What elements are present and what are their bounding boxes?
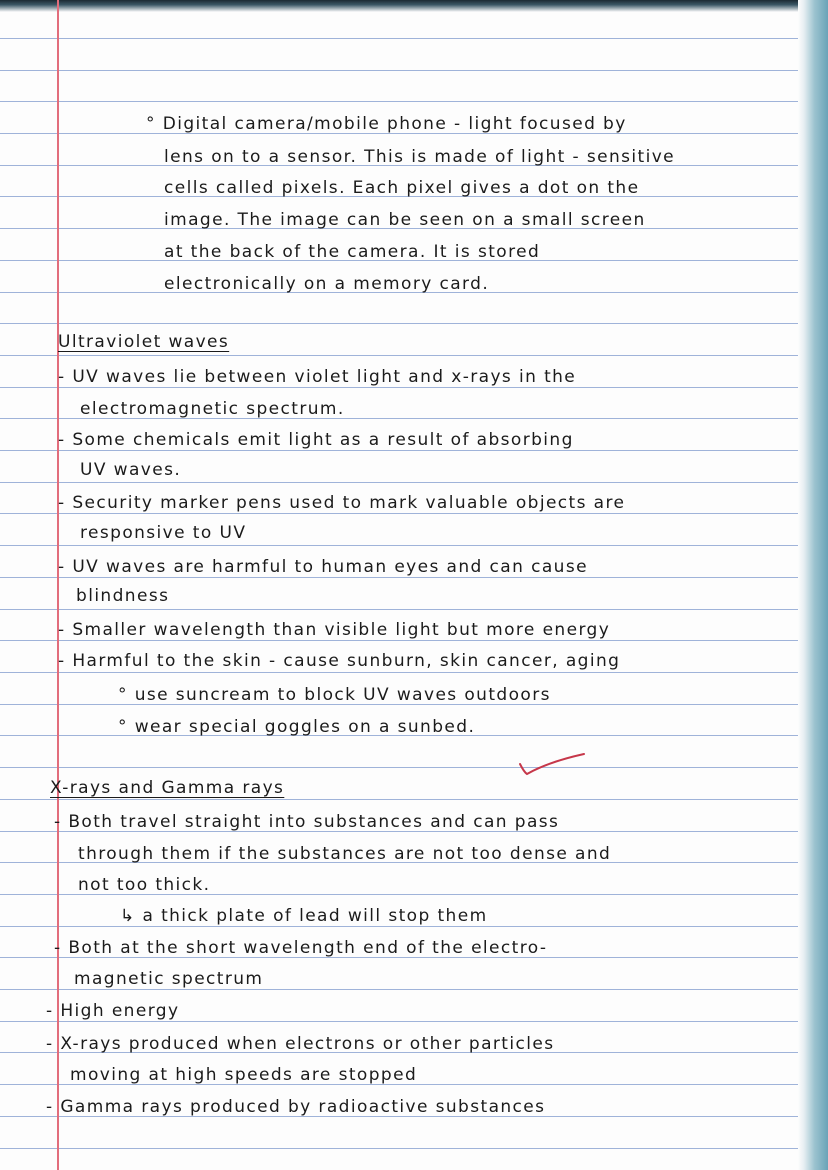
note-line: electromagnetic spectrum.: [80, 399, 345, 419]
ruled-line: [0, 70, 800, 71]
note-line: image. The image can be seen on a small screen: [164, 210, 646, 230]
ruled-line: [0, 545, 800, 546]
note-line: blindness: [76, 586, 170, 606]
check-mark-icon: [518, 752, 586, 778]
note-line: ° Digital camera/mobile phone - light focused by: [146, 114, 627, 134]
section-heading-xray: X-rays and Gamma rays: [50, 778, 285, 798]
note-line: at the back of the camera. It is stored: [164, 242, 541, 262]
note-line: ° wear special goggles on a sunbed.: [118, 717, 476, 737]
ruled-line: [0, 767, 800, 768]
ruled-line: [0, 609, 800, 610]
note-line: moving at high speeds are stopped: [70, 1065, 418, 1085]
note-line: - Some chemicals emit light as a result of absorbing: [58, 430, 574, 450]
note-line: - Smaller wavelength than visible light but more energy: [58, 620, 611, 640]
page-top-edge: [0, 0, 828, 12]
note-line: - X-rays produced when electrons or other particles: [46, 1034, 555, 1054]
note-line: not too thick.: [78, 875, 211, 895]
ruled-line: [0, 355, 800, 356]
note-line: cells called pixels. Each pixel gives a dot on the: [164, 178, 640, 198]
note-line: ° use suncream to block UV waves outdoors: [118, 685, 551, 705]
note-line: ↳ a thick plate of lead will stop them: [120, 906, 488, 926]
ruled-line: [0, 482, 800, 483]
note-line: - Both at the short wavelength end of the electro-: [54, 938, 548, 958]
section-heading-uv: Ultraviolet waves: [58, 332, 230, 352]
ruled-line: [0, 1148, 800, 1149]
ruled-line: [0, 799, 800, 800]
ruled-line: [0, 38, 800, 39]
note-line: through them if the substances are not too dense and: [78, 844, 612, 864]
note-line: lens on to a sensor. This is made of light - sensitive: [164, 147, 676, 167]
note-line: - Security marker pens used to mark valuable objects are: [58, 493, 626, 513]
note-line: - UV waves lie between violet light and x-rays in the: [58, 367, 577, 387]
note-line: - Harmful to the skin - cause sunburn, skin cancer, aging: [58, 651, 621, 671]
note-line: electronically on a memory card.: [164, 274, 490, 294]
note-line: responsive to UV: [80, 523, 247, 543]
ruled-line: [0, 101, 800, 102]
note-line: - High energy: [46, 1001, 180, 1021]
note-line: UV waves.: [80, 460, 182, 480]
page-edge: [798, 0, 828, 1170]
note-line: - Gamma rays produced by radioactive substances: [46, 1097, 546, 1117]
ruled-line: [0, 323, 800, 324]
note-line: - Both travel straight into substances and can pass: [54, 812, 560, 832]
margin-line: [57, 0, 59, 1170]
note-line: - UV waves are harmful to human eyes and can cause: [58, 557, 588, 577]
note-line: magnetic spectrum: [74, 969, 264, 989]
ruled-line: [0, 672, 800, 673]
